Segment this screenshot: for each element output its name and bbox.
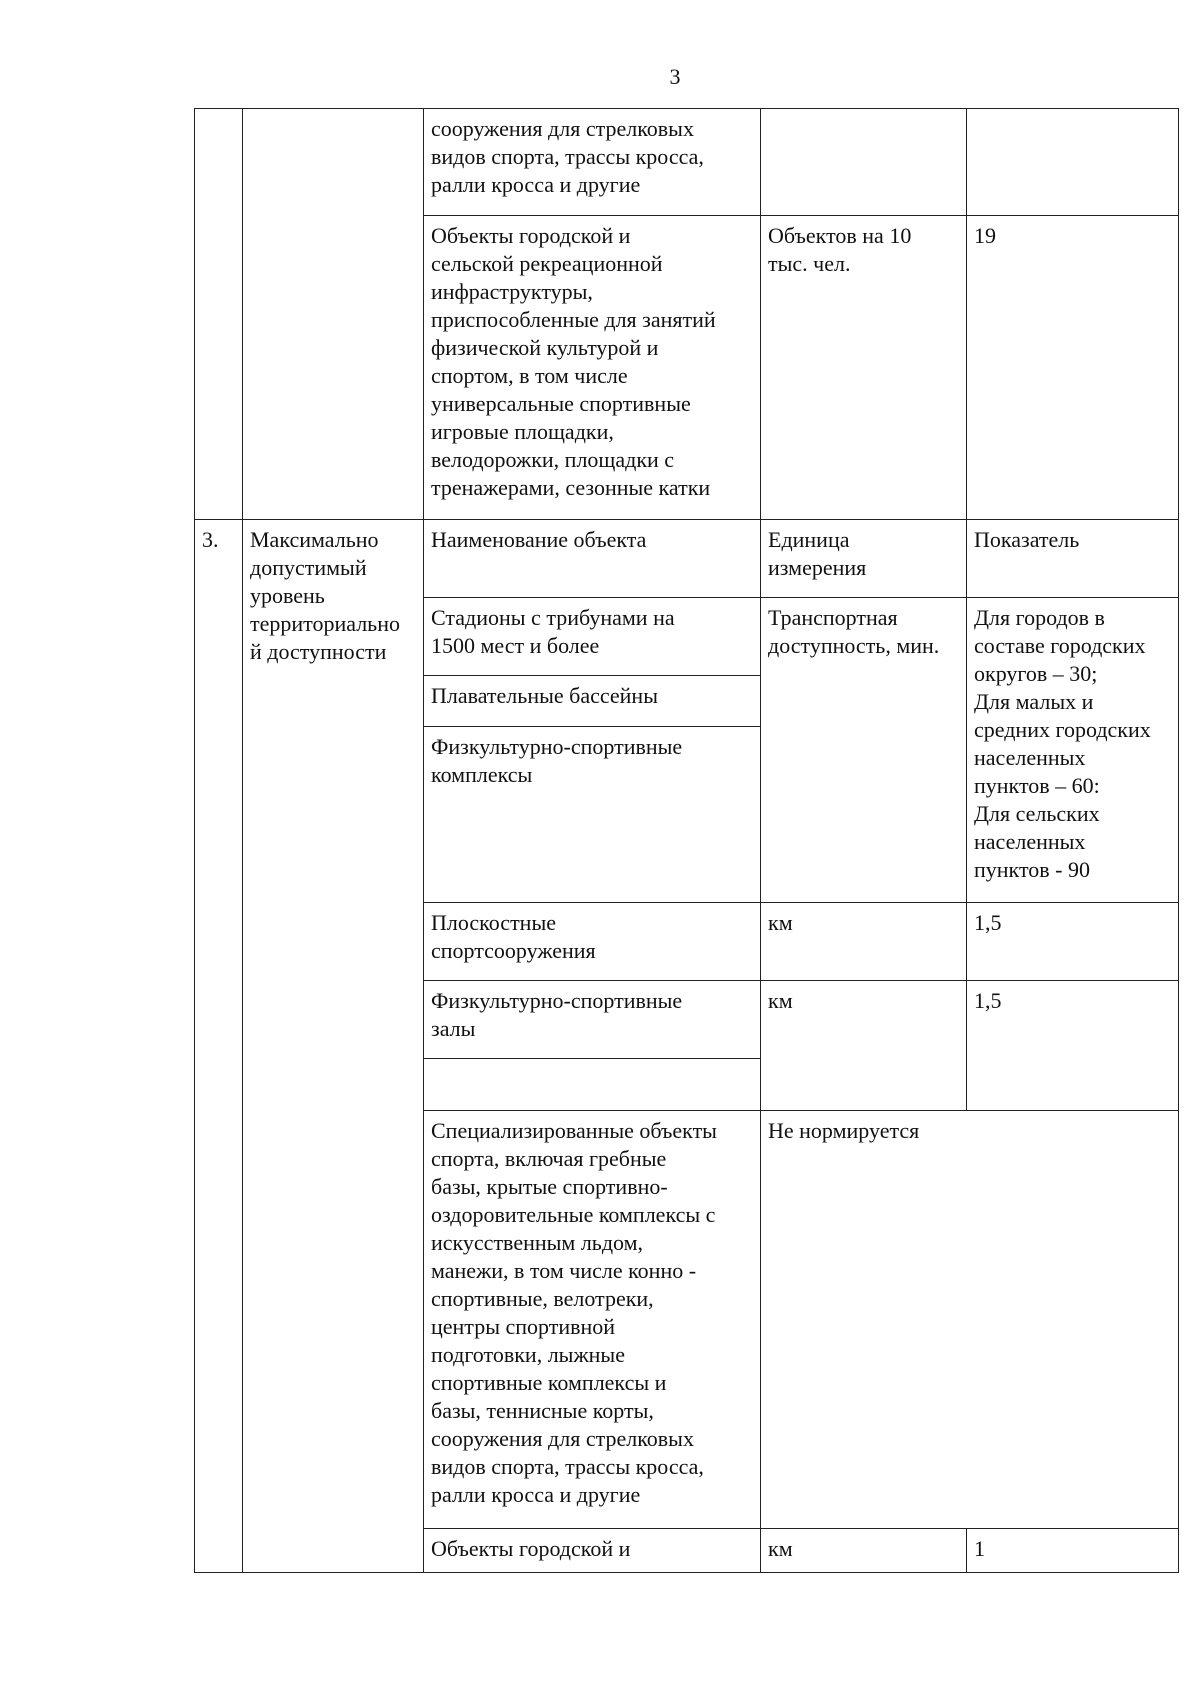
table-row-stadiums: Стадионы с трибунами на 1500 мест и более — [424, 598, 761, 676]
table-cell-value-transport: Для городов в составе городских округов – 30; Для малых и средних городских населенных пунктов – 60: Для сельских населенных пунктов - 90 — [967, 598, 1179, 903]
table-header-name: Наименование объекта — [424, 520, 761, 598]
table-cell-section-title: Максимально допустимый уровень территориально й доступности — [243, 520, 424, 1573]
table-cell-title-cont — [243, 108, 424, 520]
table-cell-unit-urban: км — [761, 1529, 967, 1573]
table-cell-number-cont — [194, 108, 243, 520]
table-cell-unit-specialized: Не нормируется — [761, 1111, 1179, 1529]
table-cell-cont-value-1 — [967, 108, 1179, 216]
table-cell-unit-flat: км — [761, 903, 967, 981]
table-row-empty — [424, 1059, 761, 1111]
table-cell-cont-object-1: сооружения для стрелковых видов спорта, трассы кросса, ралли кросса и другие — [424, 108, 761, 216]
table-cell-value-urban: 1 — [967, 1529, 1179, 1573]
table-cell-value-flat: 1,5 — [967, 903, 1179, 981]
table-header-unit: Единица измерения — [761, 520, 967, 598]
table-cell-unit-transport: Транспортная доступность, мин. — [761, 598, 967, 903]
table-cell-cont-unit-1 — [761, 108, 967, 216]
table-cell-cont-object-2: Объекты городской и сельской рекреационной инфраструктуры, приспособленные для занятий физической культурой и спортом, в том числе универсальные спортивные игровые площадки, велодорожки, площадки с тренажерами, сезонные катки — [424, 216, 761, 520]
table-cell-unit-halls: км — [761, 981, 967, 1111]
table-row-sport-halls: Физкультурно-спортивные залы — [424, 981, 761, 1059]
table-row-specialized-objects: Специализированные объекты спорта, включая гребные базы, крытые спортивно- оздоровительные комплексы с искусственным льдом, манежи, в том числе конно - спортивные, велотреки, центры спортивной подготовки, лыжные спортивные комплексы и базы, теннисные корты, сооружения для стрелковых видов спорта, трассы кросса, ралли кросса и другие — [424, 1111, 761, 1529]
table-cell-value-halls: 1,5 — [967, 981, 1179, 1111]
table-cell-cont-value-2: 19 — [967, 216, 1179, 520]
table-row-complexes: Физкультурно-спортивные комплексы — [424, 727, 761, 903]
page-number: 3 — [669, 64, 681, 89]
table-header-value: Показатель — [967, 520, 1179, 598]
table-cell-cont-unit-2: Объектов на 10 тыс. чел. — [761, 216, 967, 520]
table-row-flat-facilities: Плоскостные спортсооружения — [424, 903, 761, 981]
table-row-pools: Плавательные бассейны — [424, 676, 761, 727]
table-row-urban-objects: Объекты городской и — [424, 1529, 761, 1573]
table-cell-section-number: 3. — [194, 520, 243, 1573]
